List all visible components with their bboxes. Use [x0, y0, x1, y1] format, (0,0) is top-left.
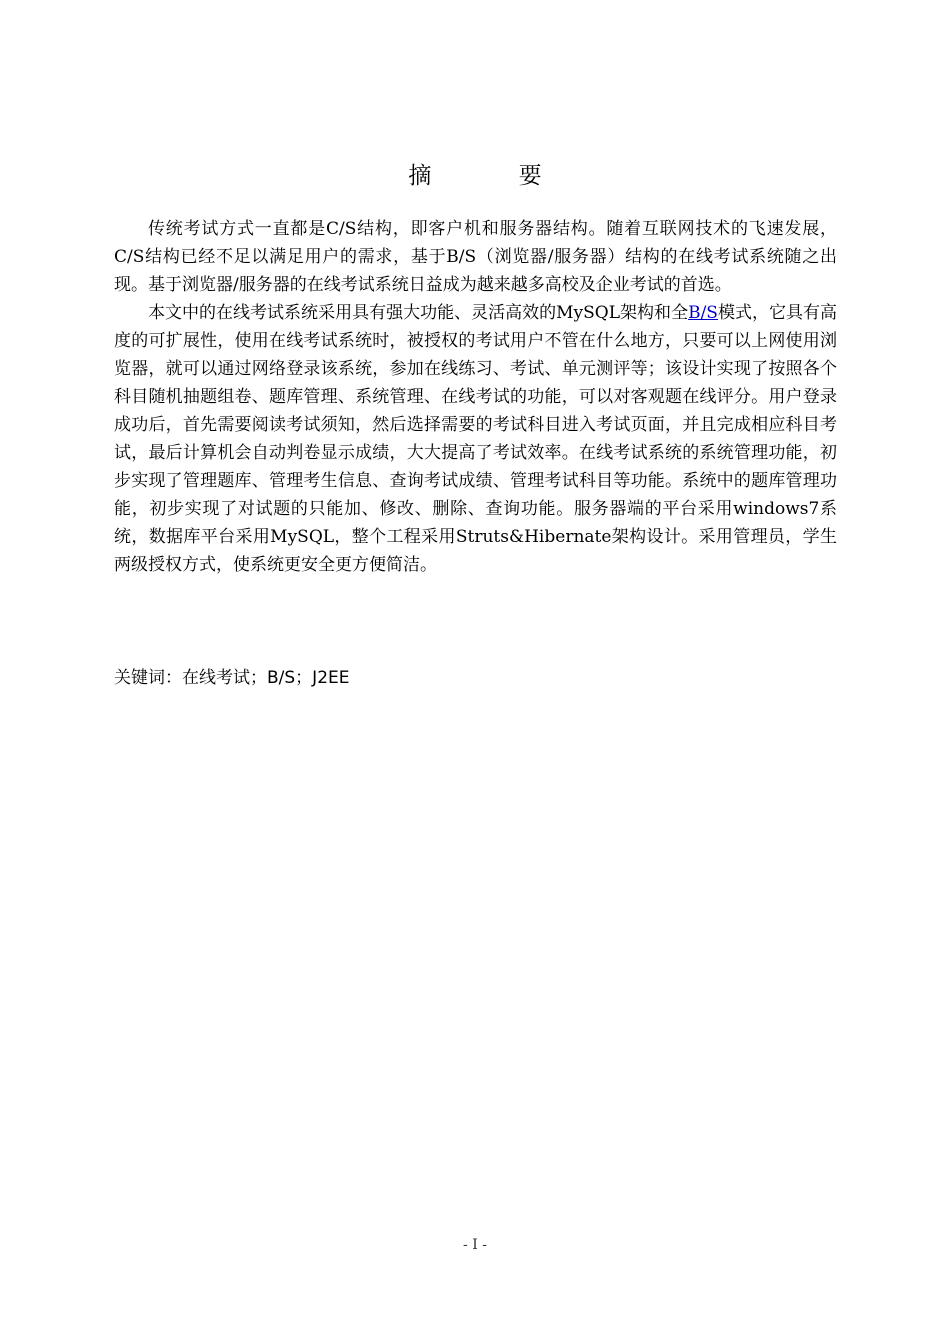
- paragraph-2-text-start: 本文中的在线考试系统采用具有强大功能、灵活高效的MySQL架构和全: [148, 303, 689, 323]
- abstract-title: 摘 要: [408, 163, 582, 189]
- page-number: - I -: [463, 1237, 487, 1253]
- abstract-paragraph-1: 传统考试方式一直都是C/S结构，即客户机和服务器结构。随着互联网技术的飞速发展，C/S结构已经不足以满足用户的需求，基于B/S（浏览器/服务器）结构的在线考试系统随之出现。基于浏览器/服务器的在线考试系统日益成为越来越多高校及企业考试的首选。: [114, 219, 837, 295]
- abstract-body: [114, 215, 837, 579]
- abstract-paragraph-2: [114, 299, 837, 579]
- paragraph-2-text-end: 模式，它具有高度的可扩展性，使用在线考试系统时，被授权的考试用户不管在什么地方，只要可以上网使用浏览器，就可以通过网络登录该系统，参加在线练习、考试、单元测评等；该设计实现了按照各个科目随机抽题组卷、题库管理、系统管理、在线考试的功能，可以对客观题在线评分。用户登录成功后，首先需要阅读考试须知，然后选择需要的考试科目进入考试页面，并且完成相应科目考试，最后计算机会自动判卷显示成绩，大大提高了考试效率。在线考试系统的系统管理功能，初步实现了管理题库、管理考生信息、查询考试成绩、管理考试科目等功能。系统中的题库管理功能，初步实现了对试题的只能加、修改、删除、查询功能。服务器端的平台采用windows7系统，数据库平台采用MySQL，整个工程采用Struts&Hibernate架构设计。采用管理员，学生两级授权方式，使系统更安全更方便简洁。: [114, 303, 837, 575]
- keywords-line: 关键词：在线考试；B/S；J2EE: [114, 668, 350, 688]
- bs-link[interactable]: B/S: [688, 303, 718, 323]
